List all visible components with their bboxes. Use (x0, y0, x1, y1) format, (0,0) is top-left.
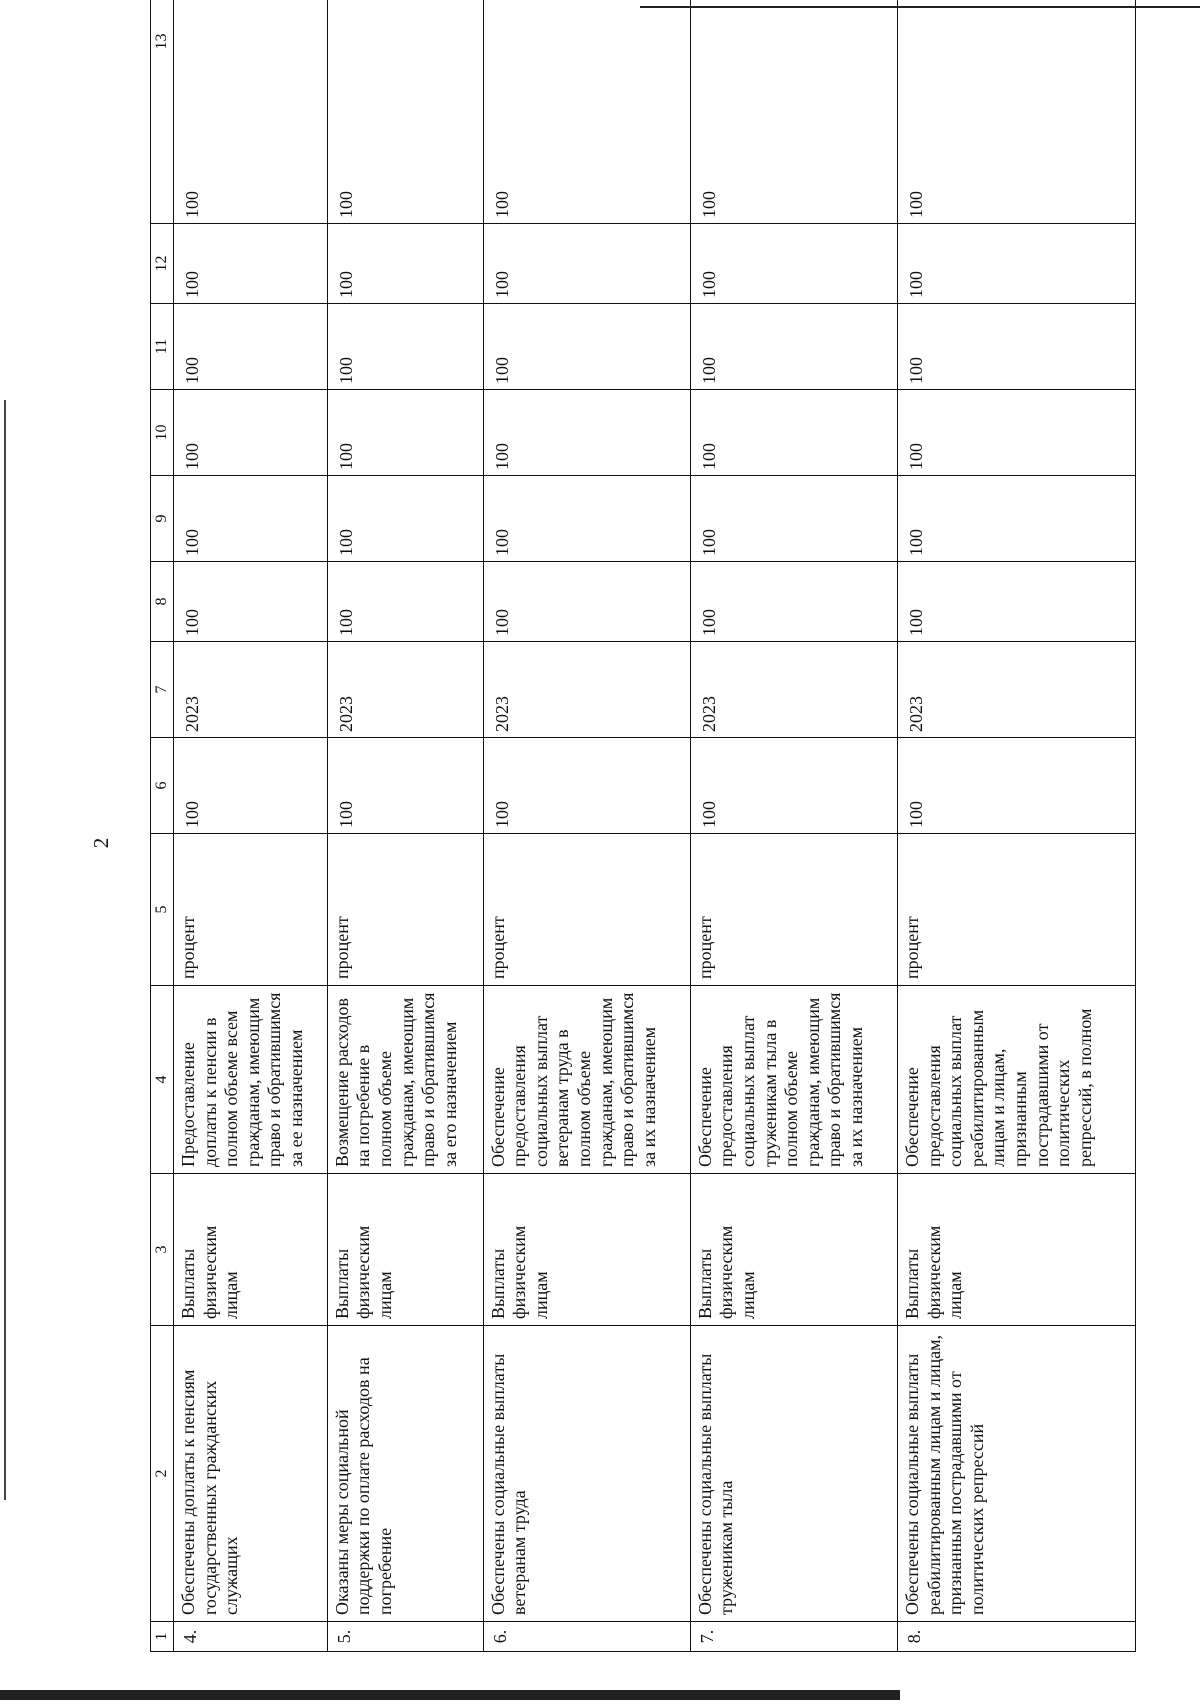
value-cell: 100 (483, 0, 690, 224)
rotated-table-container (150, 33, 1136, 1652)
column-number: 5 (151, 834, 174, 986)
description-cell: Возмещение расходов на погребение в полном объеме гражданам, имеющим право и обратившимся за его назначением (327, 986, 483, 1174)
type-cell: Выплаты физическим лицам (327, 1174, 483, 1326)
value-cell: 100 (174, 304, 328, 390)
base-value-cell: 100 (483, 738, 690, 834)
base-value-cell: 100 (327, 738, 483, 834)
value-cell: 100 (898, 476, 1136, 562)
result-cell: Обеспечены социальные выплаты ветеранам труда (483, 1326, 690, 1622)
description-cell: Предоставление доплаты к пенсии в полном объеме всем гражданам, имеющим право и обратившимся за ее назначением (174, 986, 328, 1174)
value-cell: 100 (483, 304, 690, 390)
value-cell: 100 (174, 224, 328, 304)
column-number: 6 (151, 738, 174, 834)
value-cell: 100 (690, 476, 897, 562)
value-cell: 100 (174, 562, 328, 642)
scan-border-left (4, 400, 6, 1500)
column-number: 3 (151, 1174, 174, 1326)
base-value-cell: 100 (690, 738, 897, 834)
column-number: 13 (151, 0, 174, 224)
column-number: 2 (151, 1326, 174, 1622)
base-value-cell: 100 (898, 738, 1136, 834)
result-cell: Оказаны меры социальной поддержки по оплате расходов на погребение (327, 1326, 483, 1622)
base-year-cell: 2023 (898, 642, 1136, 738)
column-number: 1 (151, 1622, 174, 1652)
row-number: 7. (690, 1622, 897, 1652)
base-year-cell: 2023 (327, 642, 483, 738)
description-cell: Обеспечение предоставления социальных выплат ветеранам труда в полном объеме гражданам, имеющим право и обратившимся за их назначением (483, 986, 690, 1174)
value-cell: 100 (327, 224, 483, 304)
column-number: 10 (151, 390, 174, 476)
column-number: 9 (151, 476, 174, 562)
value-cell: 100 (483, 476, 690, 562)
value-cell: 100 (483, 224, 690, 304)
value-cell: 100 (690, 390, 897, 476)
column-number: 12 (151, 224, 174, 304)
value-cell: 100 (898, 224, 1136, 304)
column-number: 8 (151, 562, 174, 642)
row-number: 8. (898, 1622, 1136, 1652)
unit-cell: процент (174, 834, 328, 986)
value-cell: 100 (327, 562, 483, 642)
description-cell: Обеспечение предоставления социальных выплат труженикам тыла в полном объеме гражданам, имеющим право и обратившимся за их назначением (690, 986, 897, 1174)
result-cell: Обеспечены социальные выплаты реабилитированным лицам и лицам, признанным пострадавшими от политических репрессий (898, 1326, 1136, 1622)
type-cell: Выплаты физическим лицам (174, 1174, 328, 1326)
table-row (690, 0, 897, 1652)
results-table (150, 0, 1136, 1652)
result-cell: Обеспечены доплаты к пенсиям государственных гражданских служащих (174, 1326, 328, 1622)
value-cell: 100 (327, 304, 483, 390)
value-cell: 100 (174, 390, 328, 476)
table-row (483, 0, 690, 1652)
value-cell: 100 (327, 476, 483, 562)
value-cell: 100 (174, 0, 328, 224)
value-cell: 100 (690, 224, 897, 304)
row-number: 4. (174, 1622, 328, 1652)
value-cell: 100 (327, 390, 483, 476)
value-cell: 100 (898, 390, 1136, 476)
table-row (898, 0, 1136, 1652)
base-year-cell: 2023 (483, 642, 690, 738)
value-cell: 100 (174, 476, 328, 562)
type-cell: Выплаты физическим лицам (690, 1174, 897, 1326)
value-cell: 100 (483, 562, 690, 642)
column-number: 7 (151, 642, 174, 738)
row-number: 5. (327, 1622, 483, 1652)
column-number-row (151, 0, 174, 1652)
value-cell: 100 (483, 390, 690, 476)
column-number: 11 (151, 304, 174, 390)
row-number: 6. (483, 1622, 690, 1652)
table-row (174, 0, 328, 1652)
type-cell: Выплаты физическим лицам (898, 1174, 1136, 1326)
column-number: 4 (151, 986, 174, 1174)
value-cell: 100 (898, 562, 1136, 642)
unit-cell: процент (327, 834, 483, 986)
type-cell: Выплаты физическим лицам (483, 1174, 690, 1326)
value-cell: 100 (690, 304, 897, 390)
value-cell: 100 (690, 0, 897, 224)
value-cell: 100 (898, 304, 1136, 390)
unit-cell: процент (898, 834, 1136, 986)
base-value-cell: 100 (174, 738, 328, 834)
value-cell: 100 (898, 0, 1136, 224)
value-cell: 100 (327, 0, 483, 224)
table-row (327, 0, 483, 1652)
unit-cell: процент (690, 834, 897, 986)
scan-border-bottom (0, 1690, 900, 1700)
result-cell: Обеспечены социальные выплаты труженикам тыла (690, 1326, 897, 1622)
page-number: 2 (89, 837, 113, 849)
unit-cell: процент (483, 834, 690, 986)
description-cell: Обеспечение предоставления социальных выплат реабилитированным лицам и лицам, признанным пострадавшими от политических репрессий, в полном (898, 986, 1136, 1174)
value-cell: 100 (690, 562, 897, 642)
base-year-cell: 2023 (690, 642, 897, 738)
base-year-cell: 2023 (174, 642, 328, 738)
